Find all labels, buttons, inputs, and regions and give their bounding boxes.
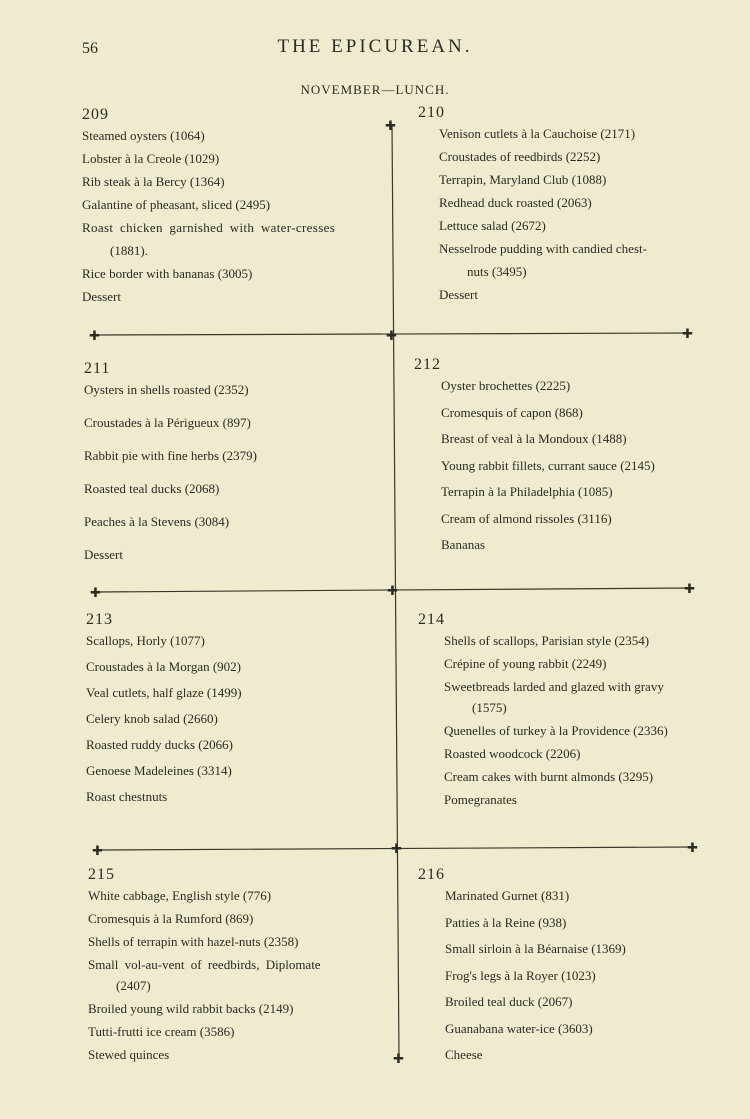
- menu-number: 213: [86, 611, 113, 628]
- menu-number: 211: [84, 360, 111, 377]
- menu-item: Breast of veal à la Mondoux (1488): [441, 431, 627, 446]
- fleuron-icon: ✚: [387, 583, 398, 598]
- menu-item: Cromesquis of capon (868): [441, 404, 583, 420]
- menu-item: Cromesquis à la Rumford (869): [88, 911, 254, 926]
- menu-item: Guanabana water-ice (3603): [445, 1020, 593, 1036]
- menu-item: Croustades of reedbirds (2252): [439, 149, 601, 164]
- menu-item: Croustades à la Périgueux (897): [84, 415, 251, 430]
- menu-item: Nesselrode pudding with candied chest- nuts (3495): [439, 241, 647, 279]
- menu-item: Stewed quinces: [88, 1047, 170, 1062]
- menu-item: Pomegranates: [444, 792, 517, 807]
- menu-item: Terrapin, Maryland Club (1088): [439, 172, 607, 187]
- menu-item: Veal cutlets, half glaze (1499): [86, 685, 242, 700]
- menu-item: Frog's legs à la Royer (1023): [445, 967, 596, 983]
- menu-item: Bananas: [441, 537, 486, 552]
- menu-item: Steamed oysters (1064): [82, 128, 205, 143]
- menu-item: Crépine of young rabbit (2249): [444, 656, 607, 671]
- fleuron-icon: ✚: [393, 1051, 404, 1066]
- fleuron-icon: ✚: [386, 328, 397, 343]
- menu-item: Small sirloin à la Béarnaise (1369): [445, 941, 626, 956]
- fleuron-icon: ✚: [684, 581, 695, 596]
- menu-number: 214: [418, 611, 445, 628]
- fleuron-icon: ✚: [391, 841, 402, 856]
- menu-213: [86, 611, 386, 805]
- menu-number: 210: [418, 104, 445, 121]
- menu-item: Dessert: [439, 287, 478, 302]
- menu-number: 216: [418, 866, 445, 883]
- menu-209: [82, 106, 382, 305]
- menu-item: Small vol-au-vent of reedbirds, Diplomate (2407): [88, 957, 321, 993]
- menu-214: [418, 611, 738, 808]
- menu-item: Scallops, Horly (1077): [86, 633, 205, 648]
- menu-211: [84, 360, 384, 563]
- menu-item: Shells of scallops, Parisian style (2354): [444, 633, 650, 648]
- menu-item: Quenelles of turkey à la Providence (2336): [444, 723, 668, 738]
- menu-item: Peaches à la Stevens (3084): [84, 514, 230, 529]
- menu-number: 209: [82, 106, 109, 123]
- menu-item: Shells of terrapin with hazel-nuts (2358): [88, 934, 299, 949]
- menu-item: Rabbit pie with fine herbs (2379): [84, 448, 257, 463]
- menu-item: Oyster brochettes (2225): [441, 378, 571, 393]
- menu-item: Dessert: [84, 547, 123, 562]
- running-head: THE EPICUREAN.: [277, 36, 473, 57]
- menu-item: Sweetbreads larded and glazed with gravy (1575): [444, 679, 664, 715]
- menu-item: Dessert: [82, 289, 121, 304]
- menu-item: Oysters in shells roasted (2352): [84, 382, 249, 397]
- menu-item: Croustades à la Morgan (902): [86, 659, 242, 674]
- menu-item: Broiled young wild rabbit backs (2149): [88, 1001, 294, 1016]
- menu-item: Celery knob salad (2660): [86, 711, 218, 726]
- menu-215: [88, 866, 388, 1063]
- menu-item: Broiled teal duck (2067): [445, 994, 573, 1009]
- menu-item: Cream cakes with burnt almonds (3295): [444, 769, 654, 784]
- menu-item: Lettuce salad (2672): [439, 218, 546, 233]
- menu-item: Roasted ruddy ducks (2066): [86, 737, 233, 752]
- menu-212: [414, 356, 734, 553]
- menu-item: Genoese Madeleines (3314): [86, 763, 232, 778]
- menu-item: Marinated Gurnet (831): [445, 888, 570, 903]
- page-number: 56: [82, 40, 98, 57]
- menu-item: Roast chicken garnished with water-cresses (1881).: [82, 220, 336, 258]
- menu-number: 212: [414, 356, 441, 373]
- menu-item: Galantine of pheasant, sliced (2495): [82, 197, 271, 212]
- menu-item: Terrapin à la Philadelphia (1085): [441, 484, 613, 499]
- menu-item: Redhead duck roasted (2063): [439, 195, 592, 210]
- menu-number: 215: [88, 866, 115, 883]
- menu-item: Patties à la Reine (938): [445, 914, 567, 930]
- fleuron-icon: ✚: [682, 326, 693, 341]
- menu-216: [418, 866, 738, 1063]
- fleuron-icon: ✚: [89, 328, 100, 343]
- menu-item: Cream of almond rissoles (3116): [441, 510, 612, 526]
- menu-item: Cheese: [445, 1047, 483, 1062]
- menu-item: Roasted teal ducks (2068): [84, 481, 220, 496]
- fleuron-icon: ✚: [90, 585, 101, 600]
- section-subtitle: NOVEMBER—LUNCH.: [300, 82, 450, 97]
- fleuron-icon: ✚: [92, 843, 103, 858]
- menu-item: Tutti-frutti ice cream (3586): [88, 1024, 235, 1039]
- menu-item: Rib steak à la Bercy (1364): [82, 174, 225, 189]
- menu-item: White cabbage, English style (776): [88, 888, 272, 903]
- menu-item: Roasted woodcock (2206): [444, 746, 581, 761]
- menu-item: Lobster à la Creole (1029): [82, 151, 220, 166]
- menu-item: Venison cutlets à la Cauchoise (2171): [439, 126, 636, 141]
- fleuron-icon: ✚: [687, 840, 698, 855]
- fleuron-icon: ✚: [385, 118, 396, 133]
- menu-item: Roast chestnuts: [86, 789, 168, 804]
- menu-210: [418, 104, 718, 303]
- menu-item: Rice border with bananas (3005): [82, 266, 253, 281]
- menu-item: Young rabbit fillets, currant sauce (2145): [441, 457, 655, 473]
